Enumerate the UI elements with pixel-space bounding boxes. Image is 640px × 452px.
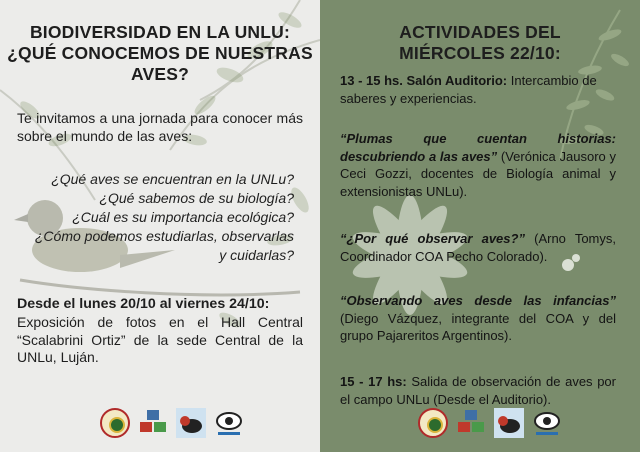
- question-5: y cuidarlas?: [219, 247, 294, 263]
- question-4: ¿Cómo podemos estudiarlas, observarlas: [34, 228, 294, 244]
- left-title-line2: ¿QUÉ CONOCEMOS DE NUESTRAS: [7, 43, 313, 63]
- left-title: [0, 22, 320, 85]
- university-seal-icon: [418, 408, 448, 438]
- left-title-line3: AVES?: [130, 64, 190, 84]
- activity-item-3-bold: “¿Por qué observar aves?”: [340, 231, 525, 246]
- exhibition-text: Exposición de fotos en el Hall Central “Scalabrini Ortiz” de la sede Central de la UNLu, Luján.: [17, 314, 303, 366]
- activity-item-5-bold: 15 - 17 hs:: [340, 374, 407, 389]
- activity-item-4: [340, 292, 616, 345]
- activity-item-1-bold: 13 - 15 hs. Salón Auditorio:: [340, 73, 508, 88]
- right-title: [320, 22, 640, 64]
- eye-logo-icon: [532, 408, 562, 438]
- left-title-line1: BIODIVERSIDAD EN LA UNLU:: [29, 22, 291, 42]
- university-seal-icon: [100, 408, 130, 438]
- logo-strip-right: [418, 408, 562, 438]
- cubes-logo-icon: [456, 408, 486, 438]
- activity-item-4-text: (Diego Vázquez, integrante del COA y del grupo Pajareritos Argentinos).: [340, 310, 616, 344]
- logo-strip-left: [100, 408, 244, 438]
- activity-item-4-bold: “Observando aves desde las infancias”: [340, 293, 616, 308]
- bird-logo-icon: [494, 408, 524, 438]
- activity-item-3-text: (Arno Tomys, Coordinador COA Pecho Colorado).: [340, 231, 616, 264]
- right-title-line1: ACTIVIDADES DEL: [399, 22, 561, 42]
- eye-logo-icon: [214, 408, 244, 438]
- question-2: ¿Qué sabemos de su biología?: [99, 190, 294, 206]
- bird-logo-icon: [176, 408, 206, 438]
- question-list: [24, 170, 294, 265]
- activity-item-5: [340, 373, 616, 408]
- question-1: ¿Qué aves se encuentran en la UNLu?: [51, 171, 294, 187]
- activity-item-2-bold: “Plumas que cuentan historias: descubriendo a las aves”: [340, 131, 616, 164]
- right-title-line2: MIÉRCOLES 22/10:: [399, 43, 561, 63]
- cubes-logo-icon: [138, 408, 168, 438]
- intro-text: Te invitamos a una jornada para conocer más sobre el mundo de las aves:: [17, 110, 303, 144]
- dates-heading: Desde el lunes 20/10 al viernes 24/10:: [17, 296, 270, 312]
- activity-item-2-text: (Verónica Jausoro y Ceci Gozzi, docentes de Biología animal y extensionistas UNLu).: [340, 148, 616, 199]
- activity-item-5-text: Salida de observación de aves por el campo UNLu (Desde el Auditorio).: [340, 374, 616, 407]
- activity-item-1: [340, 72, 616, 107]
- activity-item-2: [340, 130, 616, 200]
- activity-item-3: [340, 230, 616, 265]
- question-3: ¿Cuál es su importancia ecológica?: [72, 209, 294, 225]
- activity-item-1-text: Intercambio de saberes y experiencias.: [340, 73, 597, 106]
